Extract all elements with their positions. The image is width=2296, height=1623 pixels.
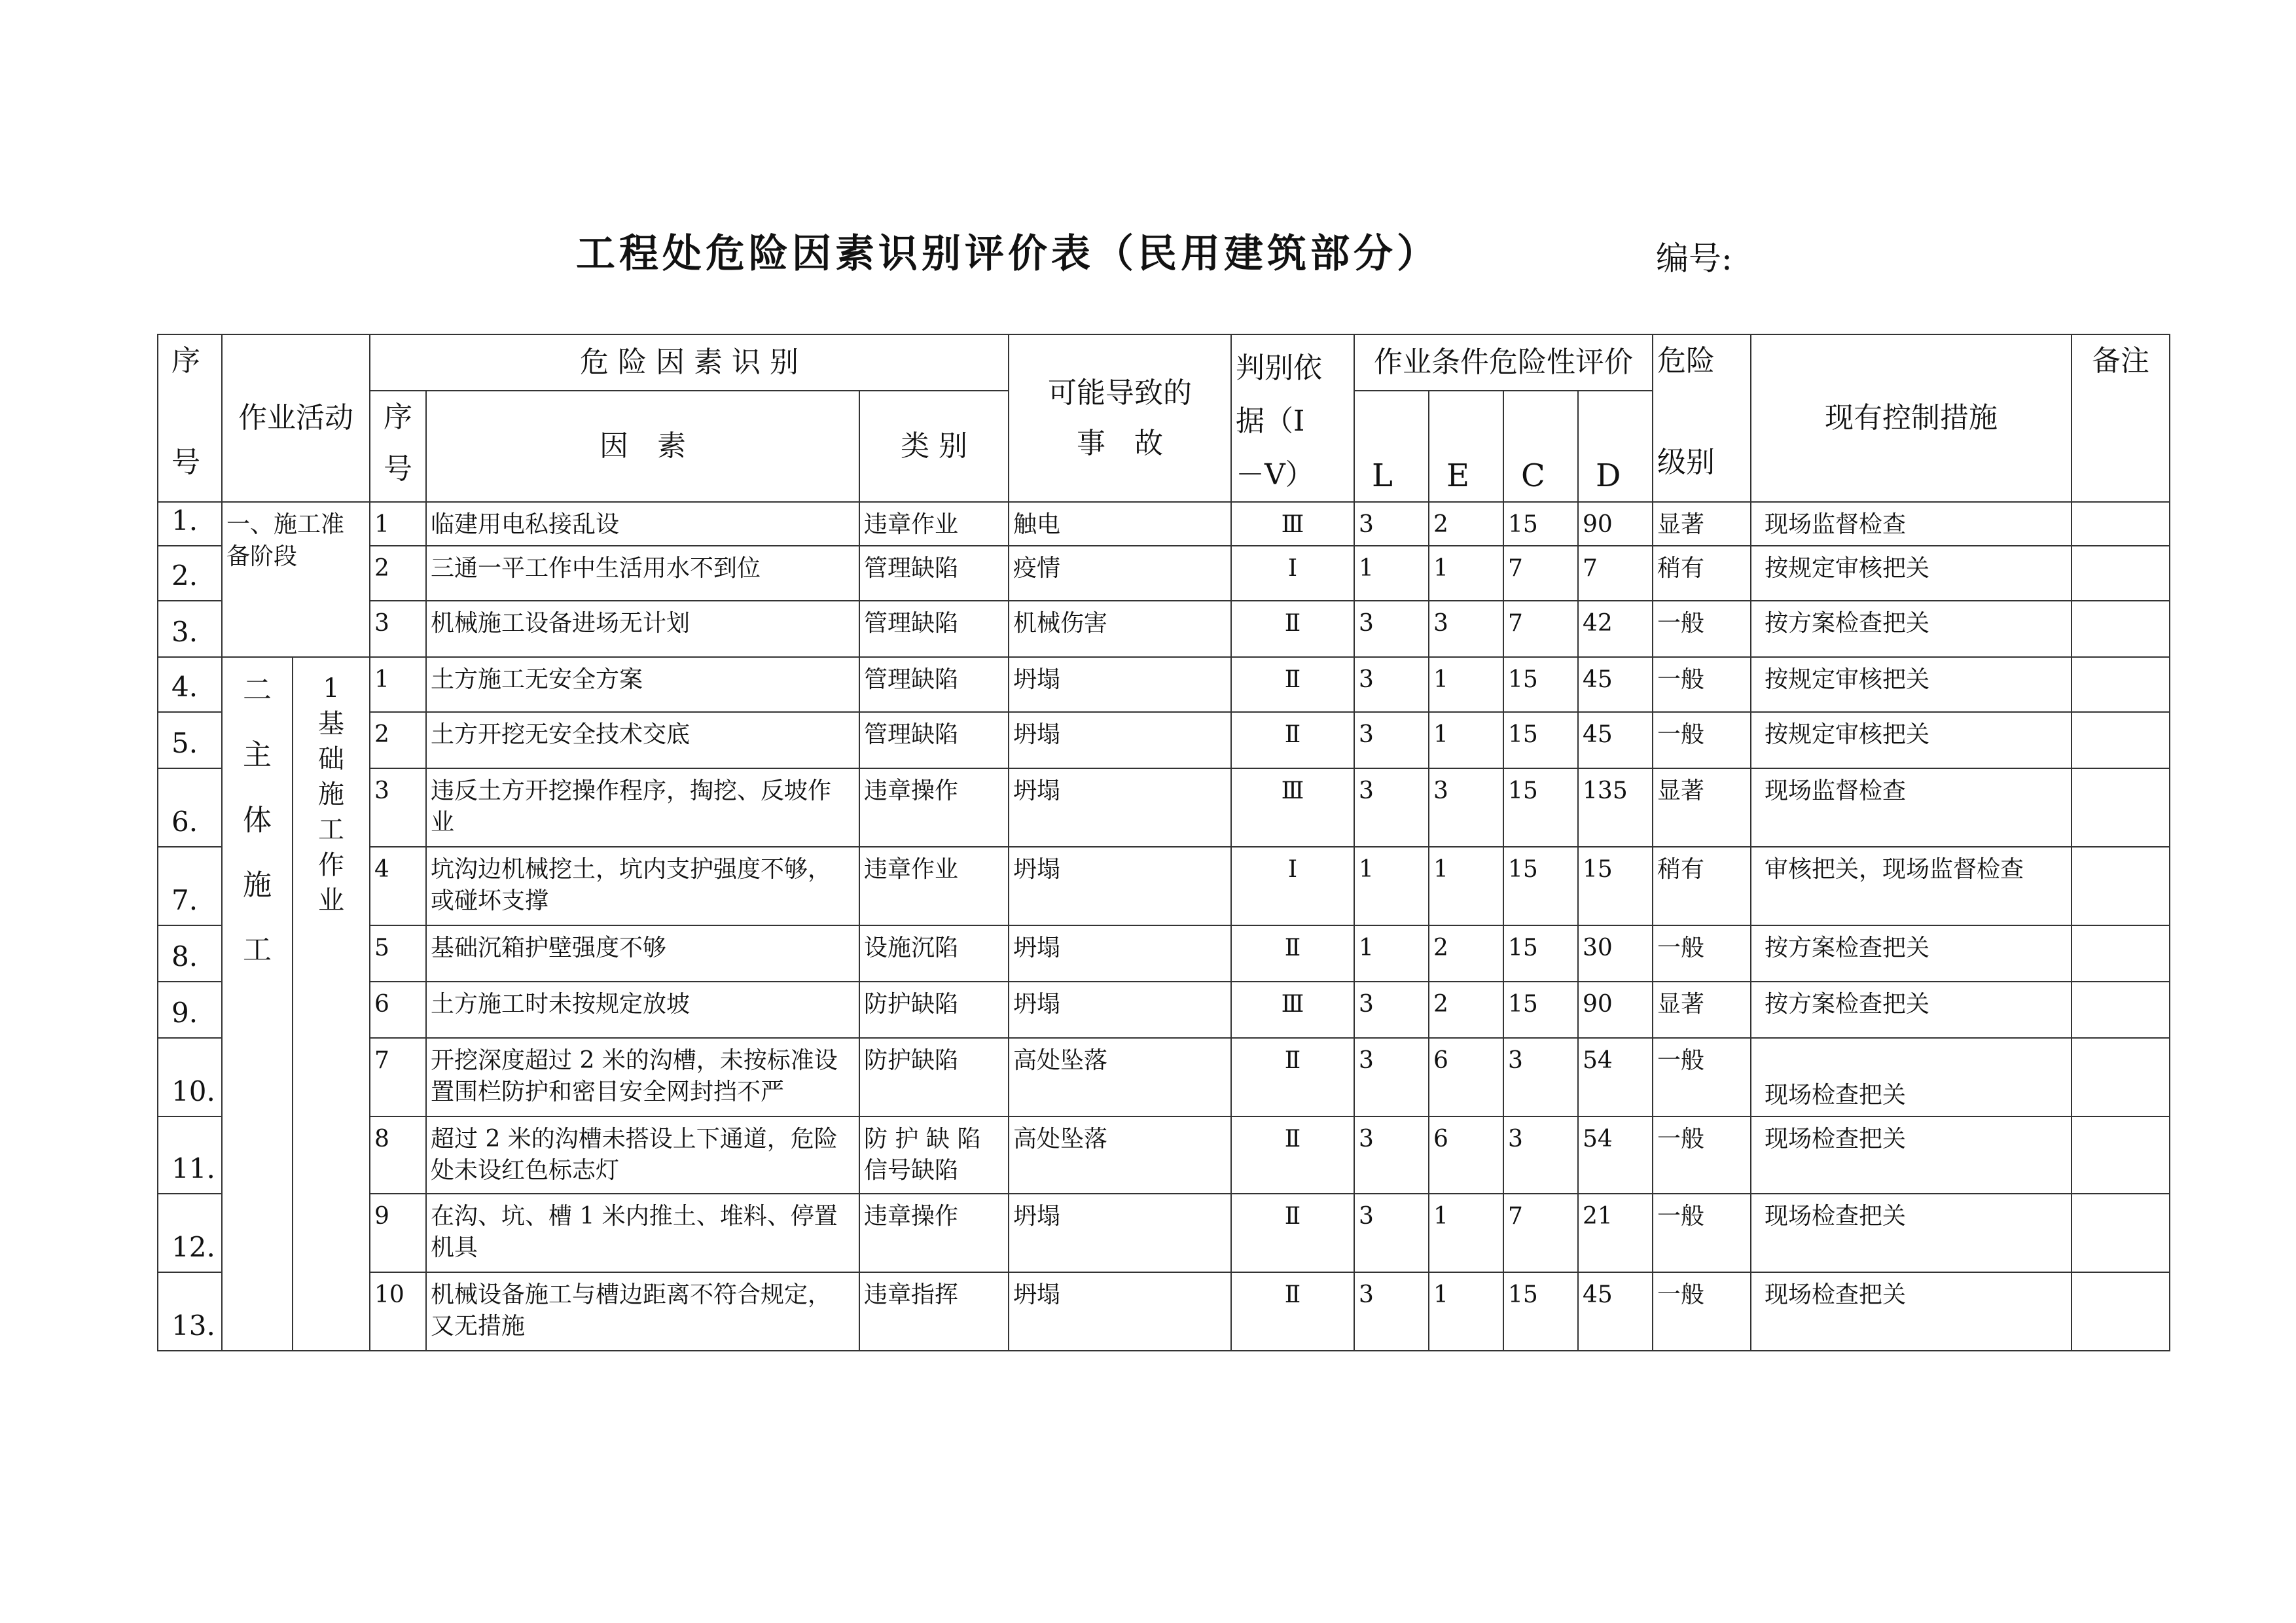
row-number: 12. (158, 1194, 222, 1272)
activity-prep-stage (222, 502, 370, 657)
control-measures: 现场检查把关 (1751, 1272, 2072, 1351)
header-E: E (1429, 391, 1503, 502)
header-level (1653, 334, 1751, 502)
activity-main-char: 工 (243, 933, 272, 967)
factor-text (426, 712, 859, 768)
remarks-cell (2072, 847, 2170, 925)
factor-text (426, 925, 859, 982)
table-row (158, 502, 2170, 546)
category-text-line: 信号缺陷 (864, 1157, 959, 1185)
header-measures: 现有控制措施 (1751, 334, 2072, 502)
factor-text-line: 土方开挖无安全技术交底 (431, 721, 691, 748)
header-basis (1231, 334, 1354, 502)
header-basis-line: 据（Ⅰ (1236, 404, 1305, 438)
table-row (158, 1272, 2170, 1351)
activity-foundation-char: 作 (318, 849, 344, 880)
risk-level: 一般 (1653, 712, 1751, 768)
category-text-line: 设施沉陷 (864, 934, 959, 961)
sub-seq: 10 (370, 1272, 426, 1351)
factor-text-line: 超过 2 米的沟槽未搭设上下通道，危险 (431, 1125, 838, 1152)
remarks-cell (2072, 925, 2170, 982)
category-text-line: 防护缺陷 (864, 990, 959, 1018)
value-L: 1 (1354, 847, 1429, 925)
factor-text-line: 机械施工设备进场无计划 (431, 609, 691, 637)
activity-foundation-char: 工 (318, 814, 344, 845)
header-L: L (1354, 391, 1429, 502)
basis-grade: Ⅱ (1231, 601, 1354, 657)
basis-grade: Ⅰ (1231, 847, 1354, 925)
factor-text-line: 违反土方开挖操作程序，掏挖、反坡作 (431, 777, 832, 804)
value-E: 1 (1429, 1194, 1503, 1272)
factor-text-line: 坑沟边机械挖土，坑内支护强度不够， (431, 855, 832, 883)
page-title: 工程处危险因素识别评价表（民用建筑部分） (576, 231, 1440, 277)
header-basis-line: －Ⅴ） (1236, 457, 1314, 491)
header-sub-seq-line: 号 (384, 452, 412, 486)
header-sub-seq (370, 391, 426, 502)
category-text (859, 601, 1009, 657)
sub-seq: 3 (370, 601, 426, 657)
header-eval: 作业条件危险性评价 (1354, 334, 1653, 391)
header-D: D (1578, 391, 1653, 502)
activity-main-construction (222, 657, 293, 1351)
value-D: 21 (1578, 1194, 1653, 1272)
control-measures: 现场检查把关 (1751, 1038, 2072, 1116)
category-text (859, 546, 1009, 601)
control-measures: 审核把关，现场监督检查 (1751, 847, 2072, 925)
category-text-line: 管理缺陷 (864, 666, 959, 693)
row-number: 6. (158, 768, 222, 847)
risk-level: 显著 (1653, 502, 1751, 546)
row-number: 5. (158, 712, 222, 768)
table-row (158, 712, 2170, 768)
accident-text: 坍塌 (1009, 982, 1231, 1038)
factor-text-line: 土方施工时未按规定放坡 (431, 990, 691, 1018)
activity-main-char: 主 (243, 738, 272, 772)
category-text (859, 982, 1009, 1038)
header-seq (158, 334, 222, 502)
sub-seq: 1 (370, 502, 426, 546)
control-measures: 现场监督检查 (1751, 768, 2072, 847)
activity-main-char: 体 (243, 803, 272, 837)
value-C: 3 (1503, 1116, 1578, 1194)
header-accident (1009, 334, 1231, 502)
factor-text-line: 机具 (431, 1234, 478, 1262)
basis-grade: Ⅲ (1231, 502, 1354, 546)
factor-text-line: 在沟、坑、槽 1 米内推土、堆料、停置 (431, 1202, 838, 1230)
factor-text-line: 土方施工无安全方案 (431, 666, 643, 693)
table-row (158, 1194, 2170, 1272)
category-text-line: 防护缺陷 (864, 1046, 959, 1074)
value-E: 1 (1429, 712, 1503, 768)
value-E: 2 (1429, 925, 1503, 982)
control-measures: 按方案检查把关 (1751, 925, 2072, 982)
basis-grade: Ⅱ (1231, 1038, 1354, 1116)
value-C: 15 (1503, 768, 1578, 847)
row-number: 9. (158, 982, 222, 1038)
category-text-line: 管理缺陷 (864, 721, 959, 748)
value-C: 15 (1503, 847, 1578, 925)
activity-prep-line: 备阶段 (226, 543, 298, 570)
factor-text (426, 657, 859, 712)
value-C: 15 (1503, 657, 1578, 712)
basis-grade: Ⅰ (1231, 546, 1354, 601)
activity-foundation-char: 1 (323, 673, 340, 704)
header-accident-line: 可能导致的 (1048, 376, 1193, 410)
value-L: 3 (1354, 768, 1429, 847)
remarks-cell (2072, 546, 2170, 601)
factor-text (426, 546, 859, 601)
row-number: 10. (158, 1038, 222, 1116)
remarks-cell (2072, 1272, 2170, 1351)
basis-grade: Ⅲ (1231, 982, 1354, 1038)
header-category: 类 别 (859, 391, 1009, 502)
factor-text-line: 临建用电私接乱设 (431, 511, 620, 539)
risk-level: 一般 (1653, 657, 1751, 712)
value-L: 1 (1354, 546, 1429, 601)
category-text-line: 管理缺陷 (864, 554, 959, 582)
value-C: 15 (1503, 1272, 1578, 1351)
table-row (158, 925, 2170, 982)
activity-foundation-work (293, 657, 370, 1351)
row-number: 4. (158, 657, 222, 712)
value-E: 3 (1429, 601, 1503, 657)
value-C: 7 (1503, 546, 1578, 601)
factor-text-line: 开挖深度超过 2 米的沟槽，未按标准设 (431, 1046, 838, 1074)
row-number: 7. (158, 847, 222, 925)
factor-text (426, 601, 859, 657)
sub-seq: 3 (370, 768, 426, 847)
value-D: 90 (1578, 982, 1653, 1038)
value-L: 3 (1354, 601, 1429, 657)
row-number: 11. (158, 1116, 222, 1194)
sub-seq: 2 (370, 712, 426, 768)
risk-level: 稍有 (1653, 546, 1751, 601)
value-E: 1 (1429, 546, 1503, 601)
category-text-line: 防 护 缺 陷 (864, 1125, 981, 1152)
value-C: 15 (1503, 712, 1578, 768)
remarks-cell (2072, 601, 2170, 657)
value-E: 3 (1429, 768, 1503, 847)
activity-foundation-char: 业 (318, 885, 344, 916)
remarks-cell (2072, 502, 2170, 546)
accident-text: 机械伤害 (1009, 601, 1231, 657)
factor-text-line: 又无措施 (431, 1313, 526, 1340)
sub-seq: 1 (370, 657, 426, 712)
sub-seq: 4 (370, 847, 426, 925)
value-L: 3 (1354, 1116, 1429, 1194)
accident-text: 坍塌 (1009, 847, 1231, 925)
value-D: 54 (1578, 1038, 1653, 1116)
value-C: 7 (1503, 601, 1578, 657)
value-E: 1 (1429, 847, 1503, 925)
value-C: 15 (1503, 502, 1578, 546)
accident-text: 高处坠落 (1009, 1038, 1231, 1116)
value-E: 2 (1429, 502, 1503, 546)
control-measures: 按方案检查把关 (1751, 982, 2072, 1038)
factor-text-line: 三通一平工作中生活用水不到位 (431, 554, 761, 582)
value-L: 3 (1354, 1272, 1429, 1351)
basis-grade: Ⅲ (1231, 768, 1354, 847)
value-E: 6 (1429, 1038, 1503, 1116)
value-L: 3 (1354, 1038, 1429, 1116)
header-basis-line: 判别依 (1236, 351, 1323, 385)
row-number: 3. (158, 601, 222, 657)
risk-level: 稍有 (1653, 847, 1751, 925)
value-D: 7 (1578, 546, 1653, 601)
accident-text: 坍塌 (1009, 925, 1231, 982)
risk-level: 一般 (1653, 1194, 1751, 1272)
control-measures: 按规定审核把关 (1751, 712, 2072, 768)
factor-text (426, 768, 859, 847)
factor-text-line: 处未设红色标志灯 (431, 1157, 620, 1185)
value-D: 90 (1578, 502, 1653, 546)
accident-text: 坍塌 (1009, 768, 1231, 847)
header-level-line: 级别 (1657, 446, 1715, 480)
category-text (859, 768, 1009, 847)
accident-text: 坍塌 (1009, 657, 1231, 712)
sub-seq: 2 (370, 546, 426, 601)
factor-text (426, 1194, 859, 1272)
table-row (158, 982, 2170, 1038)
value-L: 3 (1354, 502, 1429, 546)
remarks-cell (2072, 982, 2170, 1038)
activity-main-char: 二 (243, 673, 272, 707)
header-sub-seq-line: 序 (384, 401, 412, 434)
value-E: 1 (1429, 657, 1503, 712)
category-text (859, 1038, 1009, 1116)
value-D: 45 (1578, 657, 1653, 712)
basis-grade: Ⅱ (1231, 712, 1354, 768)
table-row (158, 546, 2170, 601)
sub-seq: 6 (370, 982, 426, 1038)
risk-level: 一般 (1653, 1038, 1751, 1116)
table-row (158, 657, 2170, 712)
basis-grade: Ⅱ (1231, 1194, 1354, 1272)
control-measures: 按方案检查把关 (1751, 601, 2072, 657)
header-C: C (1503, 391, 1578, 502)
value-E: 1 (1429, 1272, 1503, 1351)
activity-prep-line: 一、施工准 (226, 511, 345, 539)
row-number: 8. (158, 925, 222, 982)
factor-text-line: 业 (431, 809, 455, 836)
header-factor: 因 素 (426, 391, 859, 502)
value-D: 42 (1578, 601, 1653, 657)
category-text-line: 违章指挥 (864, 1281, 959, 1308)
activity-foundation-char: 施 (318, 779, 344, 810)
value-E: 6 (1429, 1116, 1503, 1194)
sub-seq: 9 (370, 1194, 426, 1272)
table-row (158, 601, 2170, 657)
control-measures: 现场检查把关 (1751, 1116, 2072, 1194)
category-text (859, 925, 1009, 982)
accident-text: 疫情 (1009, 546, 1231, 601)
category-text (859, 1272, 1009, 1351)
factor-text (426, 502, 859, 546)
header-seq-line: 序 (171, 344, 200, 378)
row-number: 2. (158, 546, 222, 601)
category-text (859, 712, 1009, 768)
remarks-cell (2072, 657, 2170, 712)
value-C: 15 (1503, 925, 1578, 982)
sub-seq: 8 (370, 1116, 426, 1194)
factor-text (426, 1038, 859, 1116)
value-D: 54 (1578, 1116, 1653, 1194)
risk-level: 一般 (1653, 601, 1751, 657)
hazard-evaluation-table (157, 334, 2170, 1351)
control-measures: 现场检查把关 (1751, 1194, 2072, 1272)
risk-level: 一般 (1653, 1116, 1751, 1194)
remarks-cell (2072, 768, 2170, 847)
activity-main-char: 施 (243, 868, 272, 902)
risk-level: 一般 (1653, 1272, 1751, 1351)
header-accident-line: 事 故 (1077, 427, 1164, 461)
sub-seq: 5 (370, 925, 426, 982)
factor-text-line: 机械设备施工与槽边距离不符合规定， (431, 1281, 832, 1308)
table-row (158, 1116, 2170, 1194)
factor-text-line: 基础沉箱护壁强度不够 (431, 934, 667, 961)
factor-text-line: 或碰坏支撑 (431, 887, 549, 915)
factor-text (426, 1272, 859, 1351)
value-C: 7 (1503, 1194, 1578, 1272)
value-D: 135 (1578, 768, 1653, 847)
value-D: 30 (1578, 925, 1653, 982)
basis-grade: Ⅱ (1231, 1272, 1354, 1351)
value-L: 3 (1354, 657, 1429, 712)
category-text-line: 违章操作 (864, 777, 959, 804)
header-remarks: 备注 (2072, 334, 2170, 502)
control-measures: 现场监督检查 (1751, 502, 2072, 546)
risk-level: 一般 (1653, 925, 1751, 982)
category-text (859, 847, 1009, 925)
row-number: 1. (158, 502, 222, 546)
table-row (158, 768, 2170, 847)
category-text (859, 1194, 1009, 1272)
activity-foundation-char: 基 (318, 708, 344, 739)
header-hazard-id: 危 险 因 素 识 别 (370, 334, 1009, 391)
risk-level: 显著 (1653, 768, 1751, 847)
basis-grade: Ⅱ (1231, 657, 1354, 712)
remarks-cell (2072, 1194, 2170, 1272)
value-D: 45 (1578, 1272, 1653, 1351)
header-level-line: 危险 (1657, 344, 1715, 378)
accident-text: 高处坠落 (1009, 1116, 1231, 1194)
table-row (158, 1038, 2170, 1116)
category-text-line: 违章操作 (864, 1202, 959, 1230)
category-text (859, 1116, 1009, 1194)
control-measures: 按规定审核把关 (1751, 657, 2072, 712)
row-number: 13. (158, 1272, 222, 1351)
document-number-label: 编号: (1656, 240, 1732, 277)
category-text-line: 违章作业 (864, 855, 959, 883)
basis-grade: Ⅱ (1231, 925, 1354, 982)
activity-foundation-char: 础 (318, 743, 344, 774)
value-C: 3 (1503, 1038, 1578, 1116)
category-text-line: 违章作业 (864, 511, 959, 539)
accident-text: 坍塌 (1009, 1194, 1231, 1272)
value-L: 3 (1354, 982, 1429, 1038)
value-D: 45 (1578, 712, 1653, 768)
value-L: 3 (1354, 1194, 1429, 1272)
category-text-line: 管理缺陷 (864, 609, 959, 637)
category-text (859, 502, 1009, 546)
category-text (859, 657, 1009, 712)
remarks-cell (2072, 1038, 2170, 1116)
table-row (158, 847, 2170, 925)
accident-text: 坍塌 (1009, 1272, 1231, 1351)
basis-grade: Ⅱ (1231, 1116, 1354, 1194)
factor-text (426, 1116, 859, 1194)
risk-level: 显著 (1653, 982, 1751, 1038)
accident-text: 坍塌 (1009, 712, 1231, 768)
header-activity: 作业活动 (222, 334, 370, 502)
value-C: 15 (1503, 982, 1578, 1038)
sub-seq: 7 (370, 1038, 426, 1116)
value-L: 1 (1354, 925, 1429, 982)
factor-text-line: 置围栏防护和密目安全网封挡不严 (431, 1079, 785, 1106)
accident-text: 触电 (1009, 502, 1231, 546)
header-row-1 (158, 334, 2170, 391)
control-measures: 按规定审核把关 (1751, 546, 2072, 601)
remarks-cell (2072, 712, 2170, 768)
factor-text (426, 847, 859, 925)
value-D: 15 (1578, 847, 1653, 925)
remarks-cell (2072, 1116, 2170, 1194)
header-seq-line: 号 (171, 446, 200, 480)
value-E: 2 (1429, 982, 1503, 1038)
factor-text (426, 982, 859, 1038)
value-L: 3 (1354, 712, 1429, 768)
